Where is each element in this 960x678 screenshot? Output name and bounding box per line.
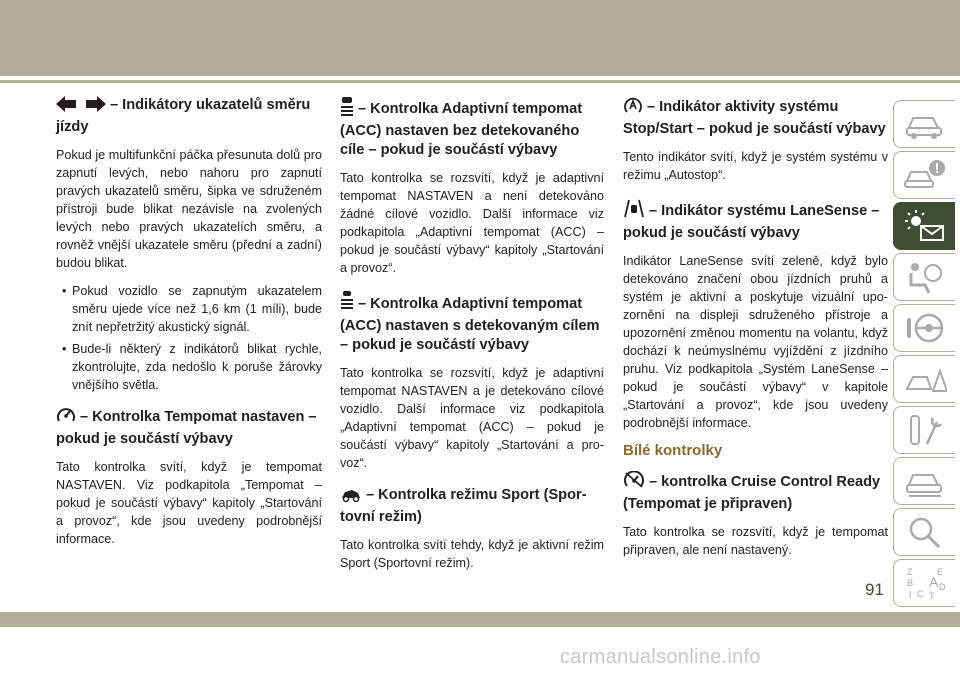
tab-search[interactable] [893,508,955,556]
lanesense-heading: – Indikátor systému LaneSense – pokud je součástí výbavy [623,198,888,243]
warning-light-message-icon [903,208,947,244]
cruise-set-text: Tato kontrolka svítí, když je tempomat NASTAVEN. Viz podkapitola „Tempomat – pokud je součástí výbavy“ kapitoly „Startování a provoz“, kde jsou uvedeny podrobnější informace. [56,460,322,546]
tab-vehicle-info[interactable] [893,100,955,148]
column-2 [340,96,604,582]
header-rule [0,80,960,83]
cruise-ready-icon [623,471,645,495]
seat-airbag-icon [903,259,947,295]
turn-signal-heading: – Indikátory ukazatelů směru jízdy [56,97,311,135]
list-item: • Bude-li některý z indikátorů blikat rychle, zkontrolujte, zda nedošlo k poruše žárovky vnějšího světla. [62,342,322,392]
acc-target-heading: – Kontrolka Adaptivní tempomat (ACC) nastaven s detekovaným cílem – pokud je součástí výbavy [340,291,604,355]
stop-start-icon [623,96,643,120]
svg-text:B: B [906,578,913,588]
tab-vehicle-alert[interactable] [893,151,955,199]
acc-no-target-text: Tato kontrolka se rozsvítí, když je adaptivní tempomat NASTAVEN a není detekováno žádné cílové vozidlo. Další informace viz podkapitola „Adaptivní tempomat (ACC) – pokud je součástí výbavy“ kapitoly „Startování a provoz“. [340,171,604,275]
stop-start-heading: – Indikátor aktivity systému Stop/Start – pokud je součástí výbavy [623,96,888,139]
column-3 [623,96,888,569]
svg-text:Z: Z [906,567,912,577]
maintenance-tools-icon [903,412,947,448]
sport-mode-icon [340,486,362,508]
tab-index[interactable] [893,559,955,607]
tab-specifications[interactable] [893,457,955,505]
acc-no-target-icon [340,96,354,122]
lanesense-text: Indikátor LaneSense svítí zeleně, když bylo detekováno značení obou jízdních pruhů a systém je aktivní a poskytuje vizuální upozornění na displeji sdruženého přístroje a upozornění změnou momentu na volantu, když dochází k neúmyslnému vyjíždění z jízdního pruhu. Viz podkapitola „Systém LaneSense – pokud je součástí výbavy“ v kapitole „Startování a provoz“, kde jsou uvedeny podrobnější informace. [623,254,888,430]
page-number: 91 [865,580,884,599]
car-alert-icon [903,157,947,193]
car-info-icon [903,106,947,142]
header-band [0,0,960,76]
footer-band [0,612,960,627]
specifications-icon [903,463,947,499]
tab-starting-driving[interactable] [893,304,955,352]
chapter-tabs [893,100,960,610]
sport-mode-text: Tato kontrolka svítí tehdy, když je aktivní režim Sport (Sportovní režim). [340,538,604,570]
tab-warning-lights[interactable] [893,202,955,250]
turn-signal-text: Pokud je multifunkční páčka přesunuta dolů pro zapnutí levých, nebo nahoru pro zapnutí pravých ukazatelů směru, šipka ve sdruženém přístroji bude blikat nezávisle na zvolených levých nebo pravých ukazatelích směru, a rovněž vnější ukazatele směru (přední a zadní) budou blikat. [56,148,322,270]
cruise-ready-text: Tato kontrolka se rozsvítí, když je tempomat připraven, ale není nastavený. [623,525,888,557]
svg-text:I: I [908,590,912,600]
cruise-ready-heading: – kontrolka Cruise Control Ready (Tempomat je připraven) [623,471,888,514]
tab-emergency[interactable] [893,355,955,403]
lanesense-icon [623,198,645,224]
steering-wheel-icon [903,310,947,346]
cruise-control-icon [56,406,76,430]
svg-text:D: D [938,582,945,592]
acc-no-target-heading: – Kontrolka Adaptivní tempomat (ACC) nastaven bez detekovaného cíle – pokud je součástí výbavy [340,96,604,160]
svg-text:E: E [936,567,943,577]
acc-target-icon [340,291,354,317]
tab-safety[interactable] [893,253,955,301]
white-indicators-heading: Bílé kontrolky [623,442,723,459]
tab-maintenance[interactable] [893,406,955,454]
watermark: carmanualsonline.info [560,646,761,668]
list-item: • Pokud vozidlo se zapnutým ukazatelem směru ujede více než 1,6 km (1 míli), bude znít nepřetržitý akustický signál. [62,284,322,334]
search-icon [903,514,947,550]
index-letters-icon [903,565,947,601]
stop-start-text: Tento indikátor svítí, když je systém systému v režimu „Autostop“. [623,150,888,182]
column-1 [56,96,322,558]
svg-text:C: C [916,589,923,599]
acc-target-text: Tato kontrolka se rozsvítí, když je adaptivní tempomat NASTAVEN a je detekováno cílové vozidlo. Další informace viz podkapitola „Adaptivní tempomat (ACC) – pokud je součástí výbavy“ kapitoly „Startování a provoz“. [340,366,604,470]
turn-signal-arrows-icon [56,96,106,118]
turn-signal-bullets [56,282,322,394]
breakdown-triangle-icon [903,361,947,397]
cruise-set-heading: – Kontrolka Tempomat nastaven – pokud je součástí výbavy [56,406,322,449]
sport-mode-heading: – Kontrolka režimu Sport (Sportovní režim) [340,487,587,525]
svg-text:A: A [928,574,938,590]
svg-text:T: T [928,591,934,601]
